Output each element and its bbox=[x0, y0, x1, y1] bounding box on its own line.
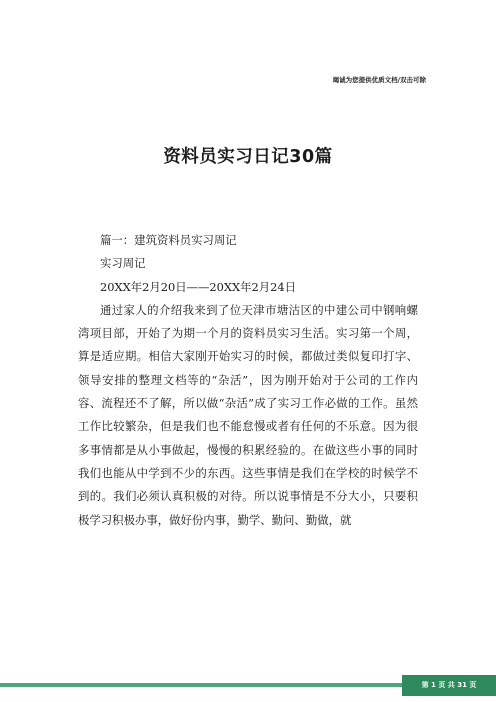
page-footer bbox=[0, 675, 496, 696]
section-heading: 篇一：建筑资料员实习周记 bbox=[100, 233, 237, 247]
body-paragraph: 通过家人的介绍我来到了位天津市塘沽区的中建公司中钢响螺湾项目部，开始了为期一个月的资料员实习生活。实习第一个周，算是适应期。相信大家刚开始实习的时候，都做过类似复印打字、领导安排的整理文档等的“杂活”，因为刚开始对于公司的工作内容、流程还不了解，所以做“杂活”成了实习工作必做的工作。虽然工作比较繁杂，但是我们也不能怠慢或者有任何的不乐意。因为很多事情都是从小事做起，慢慢的积累经验的。在做这些小事的同时我们也能从中学到不少的东西。这些事情是我们在学校的时候学不到的。我们必须认真积极的对待。所以说事情是不分大小，只要积极学习积极办事，做好份内事，勤学、勤问、勤做，就 bbox=[78, 302, 418, 527]
page-indicator: 第 1 页 共 31 页 bbox=[402, 675, 496, 696]
document-body bbox=[78, 229, 418, 532]
date-range: 20XX年2月20日——20XX年2月24日 bbox=[100, 279, 297, 294]
header-note: 竭诚为您提供优质文档/双击可除 bbox=[332, 76, 426, 84]
subheading: 实习周记 bbox=[100, 256, 146, 271]
footer-rule bbox=[0, 683, 402, 687]
page-title: 资料员实习日记30篇 bbox=[163, 147, 333, 167]
